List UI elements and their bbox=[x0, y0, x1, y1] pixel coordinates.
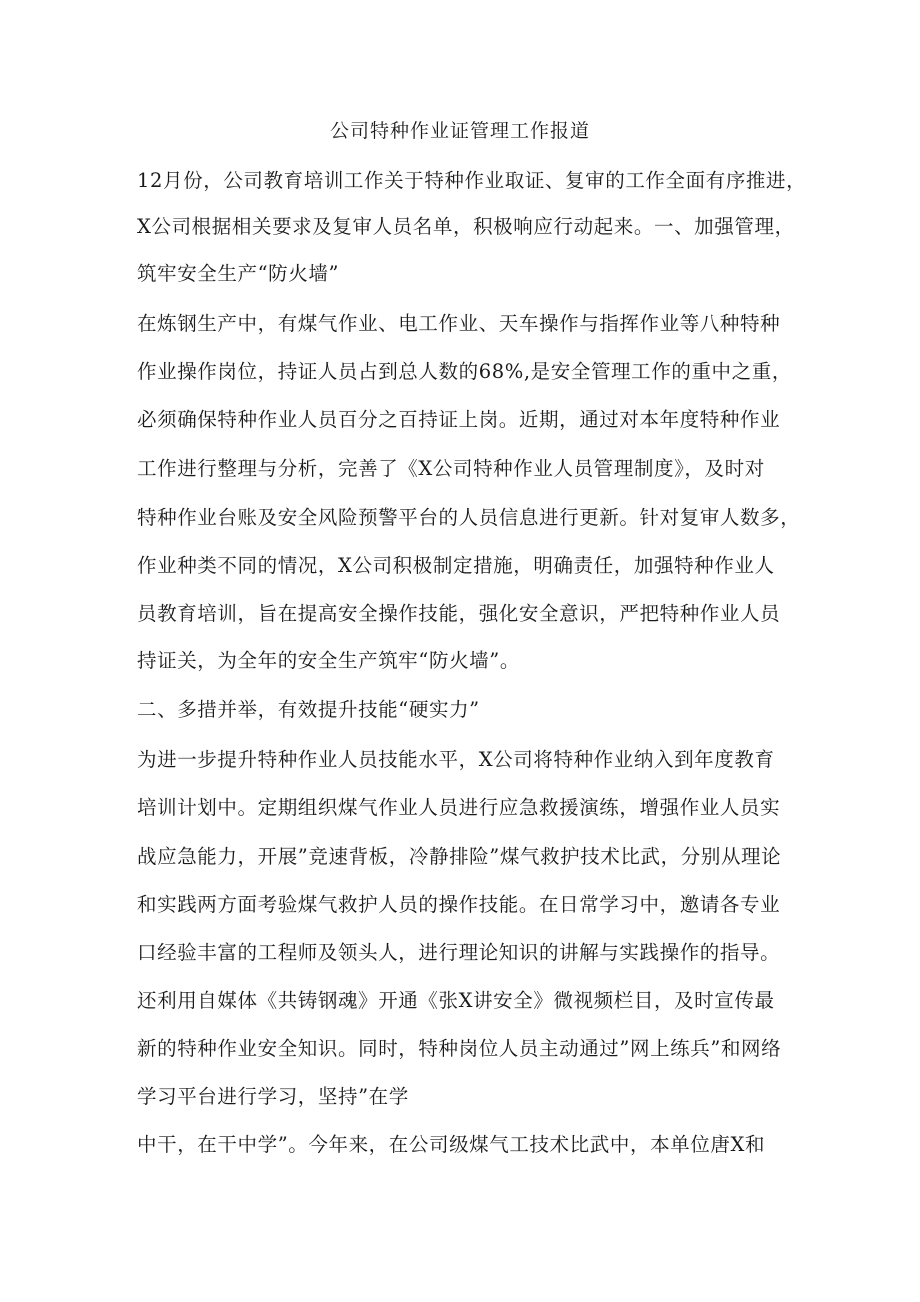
paragraph-line: 作业种类不同的情况，X公司积极制定措施，明确责任，加强特种作业人 bbox=[137, 554, 775, 577]
paragraph-line: 新的特种作业安全知识。同时，特种岗位人员主动通过”网上练兵”和网络 bbox=[137, 1037, 782, 1060]
paragraph-line: 战应急能力，开展”竞速背板，冷静排险”煤气救护技术比武，分别从理论 bbox=[137, 845, 782, 868]
paragraph-line: 员教育培训，旨在提高安全操作技能，强化安全意识，严把特种作业人员 bbox=[137, 602, 781, 625]
paragraph-line: 和实践两方面考验煤气救护人员的操作技能。在日常学习中，邀请各专业 bbox=[137, 893, 781, 916]
paragraph-line: 作业操作岗位，持证人员占到总人数的68%,是安全管理工作的重中之重， bbox=[137, 360, 792, 383]
paragraph-line: 中干，在干中学”。今年来，在公司级煤气工技术比武中，本单位唐X和 bbox=[137, 1133, 766, 1156]
paragraph-line: 筑牢安全生产“防火墙” bbox=[137, 262, 340, 285]
paragraph-line: 在炼钢生产中，有煤气作业、电工作业、天车操作与指挥作业等八种特种 bbox=[137, 312, 781, 335]
paragraph-line: 工作进行整理与分析，完善了《X公司特种作业人员管理制度》，及时对 bbox=[137, 457, 765, 480]
paragraph-line: 持证关，为全年的安全生产筑牢“防火墙”。 bbox=[137, 649, 520, 672]
paragraph-line: 学习平台进行学习，坚持”在学 bbox=[137, 1085, 409, 1108]
paragraph-line: X公司根据相关要求及复审人员名单，积极响应行动起来。一、加强管理， bbox=[137, 215, 795, 238]
paragraph-line: 口经验丰富的工程师及领头人，进行理论知识的讲解与实践操作的指导。 bbox=[137, 941, 781, 964]
paragraph-line: 必须确保特种作业人员百分之百持证上岗。近期，通过对本年度特种作业 bbox=[137, 408, 781, 431]
paragraph-line: 为进一步提升特种作业人员技能水平，X公司将特种作业纳入到年度教育 bbox=[137, 748, 775, 771]
paragraph-line: 培训计划中。定期组织煤气作业人员进行应急救援演练，增强作业人员实 bbox=[137, 796, 781, 819]
document-title: 公司特种作业证管理工作报道 bbox=[329, 120, 590, 142]
paragraph-line: 特种作业台账及安全风险预警平台的人员信息进行更新。针对复审人数多， bbox=[137, 506, 801, 529]
section-heading: 二、多措并举，有效提升技能“硬实力” bbox=[137, 698, 480, 721]
paragraph-line: 12月份，公司教育培训工作关于特种作业取证、复审的工作全面有序推进， bbox=[137, 169, 807, 192]
paragraph-line: 还利用自媒体《共铸钢魂》开通《张X讲安全》微视频栏目，及时宣传最 bbox=[137, 989, 775, 1012]
